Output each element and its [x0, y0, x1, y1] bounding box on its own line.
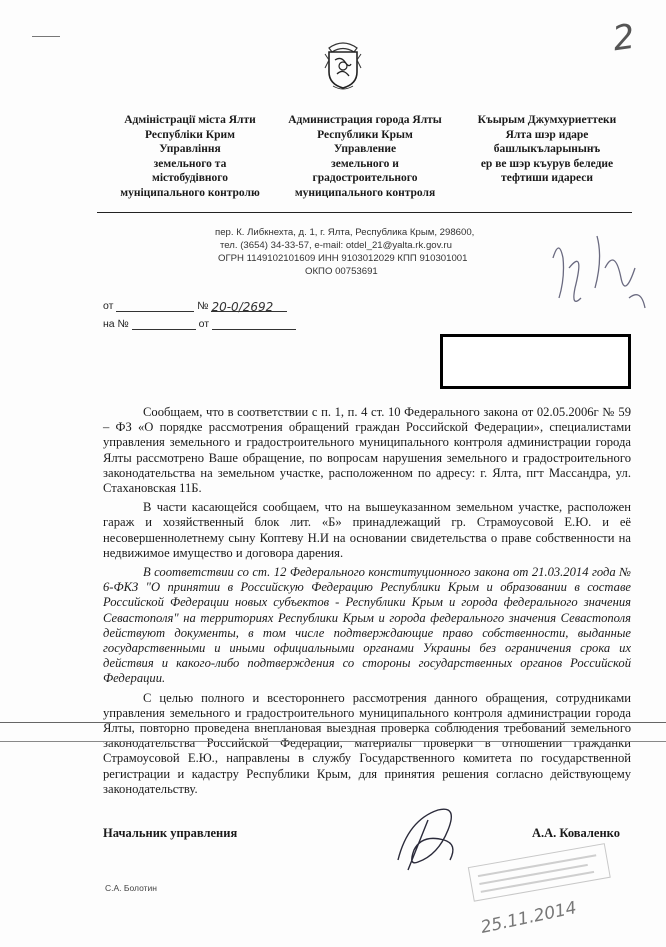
top-left-mark: [32, 36, 60, 37]
paragraph-4: С целью полного и всестороннего рассмотрения данного обращения, сотрудниками управления земельного и градостроительного муниципального контроля администрации города Ялты, повторно проведена внеплановая выездная проверка соблюдения требований земельного законодательства Российской Федерации, материалы проверки в отношении гражданки Страмоусовой Е.Ю., направлены в службу Государственного комитета по государственной регистрации и кадастру Республики Крым, для принятия решения согласно действующему законодательству.: [103, 690, 631, 796]
paragraph-1: Сообщаем, что в соответствии с п. 1, п. 4 ст. 10 Федерального закона от 02.05.2006г № 59 – ФЗ «О порядке рассмотрения обращений граждан Российской Федерации», специалистами управления земельного и градостроительного муниципального контроля администрации города Ялты рассмотрено Ваше обращение, по вопросам нарушения земельного и градостроительного законодательства на земельном участке, расположенном по адресу: г. Ялта, пгт Массандра, ул. Стахановская 11Б.: [103, 405, 631, 496]
header-crimean-tatar: Къырым Джумхуриеттеки Ялта шэр идаре башлыкъларынынъ ер ве шэр къурув беледие тефтиши идареси: [477, 114, 617, 184]
contact-block: [215, 226, 474, 278]
corner-handwritten-number: 2: [610, 16, 638, 60]
header-russian: Администрация города Ялты Республики Крым Управление земельного и градостроительного муниципального контроля: [288, 114, 442, 199]
contact-phone: тел. (3654) 34-33-57, e-mail: otdel_21@yalta.rk.gov.ru: [220, 240, 452, 251]
reply-number-blank: [132, 318, 196, 330]
handwritten-date: 25.11.2014: [478, 898, 579, 938]
paragraph-2: В части касающейся сообщаем, что на вышеуказанном земельном участке, расположен гараж и хозяйственный блок лит. «Б» принадлежащий гр. Страмоусовой Е.Ю. и её несовершеннолетнему сыну Коптеву Н.И на основании свидетельства о праве собственности на недвижимое имущество и договора дарения.: [103, 500, 631, 560]
margin-handwriting: [545, 228, 655, 328]
redacted-recipient-box: [440, 334, 631, 389]
handwritten-signature: [378, 800, 488, 875]
from-date-blank: [116, 300, 194, 312]
signatory-name: А.А. Коваленко: [532, 826, 620, 840]
scan-fold-line-2: [0, 741, 666, 742]
paragraph-3: В соответствии со ст. 12 Федерального конституционного закона от 21.03.2014 года № 6-ФКЗ "О принятии в Российскую Федерацию Республики Крым и образовании в составе Российской Федерации новых субъектов - Республики Крым и города федерального значения Севастополя" на территориях Республики Крым и города федерального значения Севастополя действуют документы, в том числе подтверждающие право собственности, выданные государственными и иными официальными органами Украины без ограничения срока их действия и какого-либо подтверждения со стороны государственных органов Российской Федерации.: [103, 565, 631, 686]
executor-name: С.А. Болотин: [105, 883, 157, 893]
header-divider: [97, 212, 632, 213]
scan-fold-line: [0, 722, 666, 723]
header-ukrainian: Адміністрації міста Ялти Республіки Крим Управління земельного та містобудівного муніципального контролю: [120, 114, 260, 199]
coat-of-arms-icon: [321, 38, 365, 92]
reply-date-blank: [212, 318, 296, 330]
letter-reply-row: на № от: [103, 318, 296, 330]
signatory-title: Начальник управления: [103, 826, 238, 840]
letter-number: 20-0/2692: [211, 300, 287, 312]
contact-address: пер. К. Либкнехта, д. 1, г. Ялта, Республика Крым, 298600,: [215, 227, 475, 238]
contact-ids: ОГРН 1149102101609 ИНН 9103012029 КПП 910301001: [218, 253, 468, 264]
contact-okpo: ОКПО 00753691: [305, 266, 378, 277]
letter-from-row: от № 20-0/2692: [103, 300, 287, 312]
